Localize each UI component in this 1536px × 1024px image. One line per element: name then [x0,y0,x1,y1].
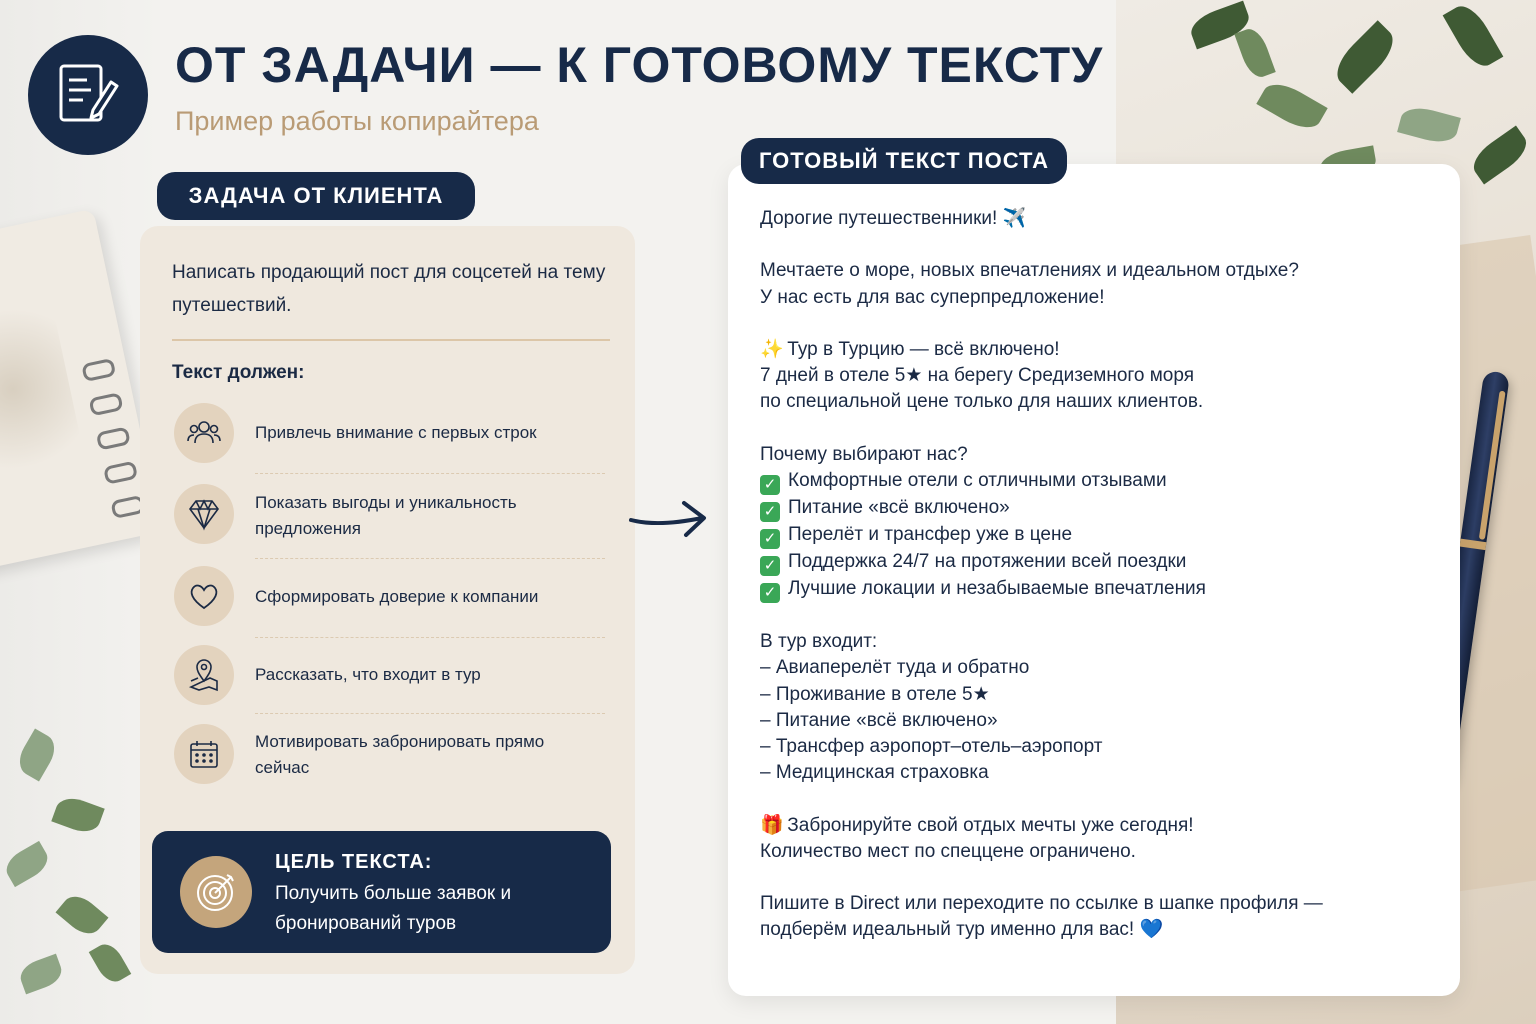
logo [28,35,148,155]
task-intro: Написать продающий пост для соцсетей на тему путешествий. [172,262,606,316]
benefit-text: Поддержка 24/7 на протяжении всей поездки [788,550,1187,572]
post-benefit [760,522,1440,549]
post-benefit [760,468,1440,495]
post-hook: Мечтаете о море, новых впечатлениях и идеальном отдыхе? [760,260,1299,282]
goal-box [152,831,611,953]
requirements-label: Текст должен: [172,362,305,383]
requirement-text: Привлечь внимание с первых строк [255,423,537,442]
post-offer-line: 7 дней в отеле 5★ на берегу Средиземного моря [760,365,1195,387]
post-include-item: – Проживание в отеле 5★ [760,683,990,705]
dashed-divider [255,473,605,474]
check-icon: ✓ [760,529,780,549]
check-icon: ✓ [760,475,780,495]
people-icon [174,403,234,463]
requirement-text: Показать выгоды и уникальность предложения [255,493,517,538]
page-subtitle: Пример работы копирайтера [175,106,539,136]
post-cta: Забронируйте свой отдых мечты уже сегодня! [787,814,1194,836]
benefit-text: Лучшие локации и незабываемые впечатления [788,577,1206,599]
arrow-right-icon [628,495,712,545]
post-include-item: – Питание «всё включено» [760,709,998,731]
notebook-map [0,299,84,485]
document-pen-icon [53,60,123,130]
benefit-text: Питание «всё включено» [788,496,1010,518]
post-contact: Пишите в Direct или переходите по ссылке в шапке профиля — [760,893,1323,915]
post-cta-line [760,813,1440,839]
post-offer-line: по специальной цене только для наших клиентов. [760,391,1204,413]
post-benefit [760,549,1440,576]
requirement-text: Сформировать доверие к компании [255,587,539,606]
dashed-divider [255,558,605,559]
calendar-icon [174,724,234,784]
notebook-ring [88,392,123,416]
benefit-text: Перелёт и трансфер уже в цене [788,523,1073,545]
notebook-ring [96,426,131,450]
post-heading: ГОТОВЫЙ ТЕКСТ ПОСТА [741,138,1067,184]
post-include-item: – Медицинская страховка [760,762,989,784]
divider [172,339,610,341]
map-pin-icon [174,645,234,705]
notebook-ring [81,358,116,382]
requirement-text: Рассказать, что входит в тур [255,665,481,684]
post-greeting: Дорогие путешественники! ✈️ [760,208,1027,229]
dashed-divider [255,713,605,714]
heart-icon [174,566,234,626]
check-icon: ✓ [760,583,780,603]
dashed-divider [255,637,605,638]
page-title: ОТ ЗАДАЧИ — К ГОТОВОМУ ТЕКСТУ [175,37,1104,93]
post-contact: подберём идеальный тур именно для вас! 💙 [760,919,1164,941]
goal-text: Получить больше заявок и бронирований туров [275,883,512,934]
target-icon [180,856,252,928]
post-text [760,206,1440,944]
benefit-text: Комфортные отели с отличными отзывами [788,469,1167,491]
check-icon: ✓ [760,502,780,522]
gift-icon: 🎁 [760,814,784,836]
goal-label: ЦЕЛЬ ТЕКСТА: [275,851,433,873]
post-why-label: Почему выбирают нас? [760,443,968,465]
post-cta-line: Количество мест по спеццене ограничено. [760,840,1136,862]
post-benefit [760,495,1440,522]
sparkles-icon: ✨ [760,338,784,360]
post-offer-line [760,337,1440,363]
check-icon: ✓ [760,556,780,576]
post-benefit [760,576,1440,603]
requirement-text: Мотивировать забронировать прямо сейчас [255,732,545,777]
post-includes-label: В тур входит: [760,631,878,653]
diamond-icon [174,484,234,544]
post-include-item: – Трансфер аэропорт–отель–аэропорт [760,735,1103,757]
post-offer-title: Тур в Турцию — всё включено! [787,338,1060,360]
pen-band [1460,539,1487,551]
post-hook: У нас есть для вас суперпредложение! [760,286,1105,308]
post-include-item: – Авиаперелёт туда и обратно [760,657,1030,679]
notebook-ring [103,461,138,485]
task-heading: ЗАДАЧА ОТ КЛИЕНТА [157,172,475,220]
